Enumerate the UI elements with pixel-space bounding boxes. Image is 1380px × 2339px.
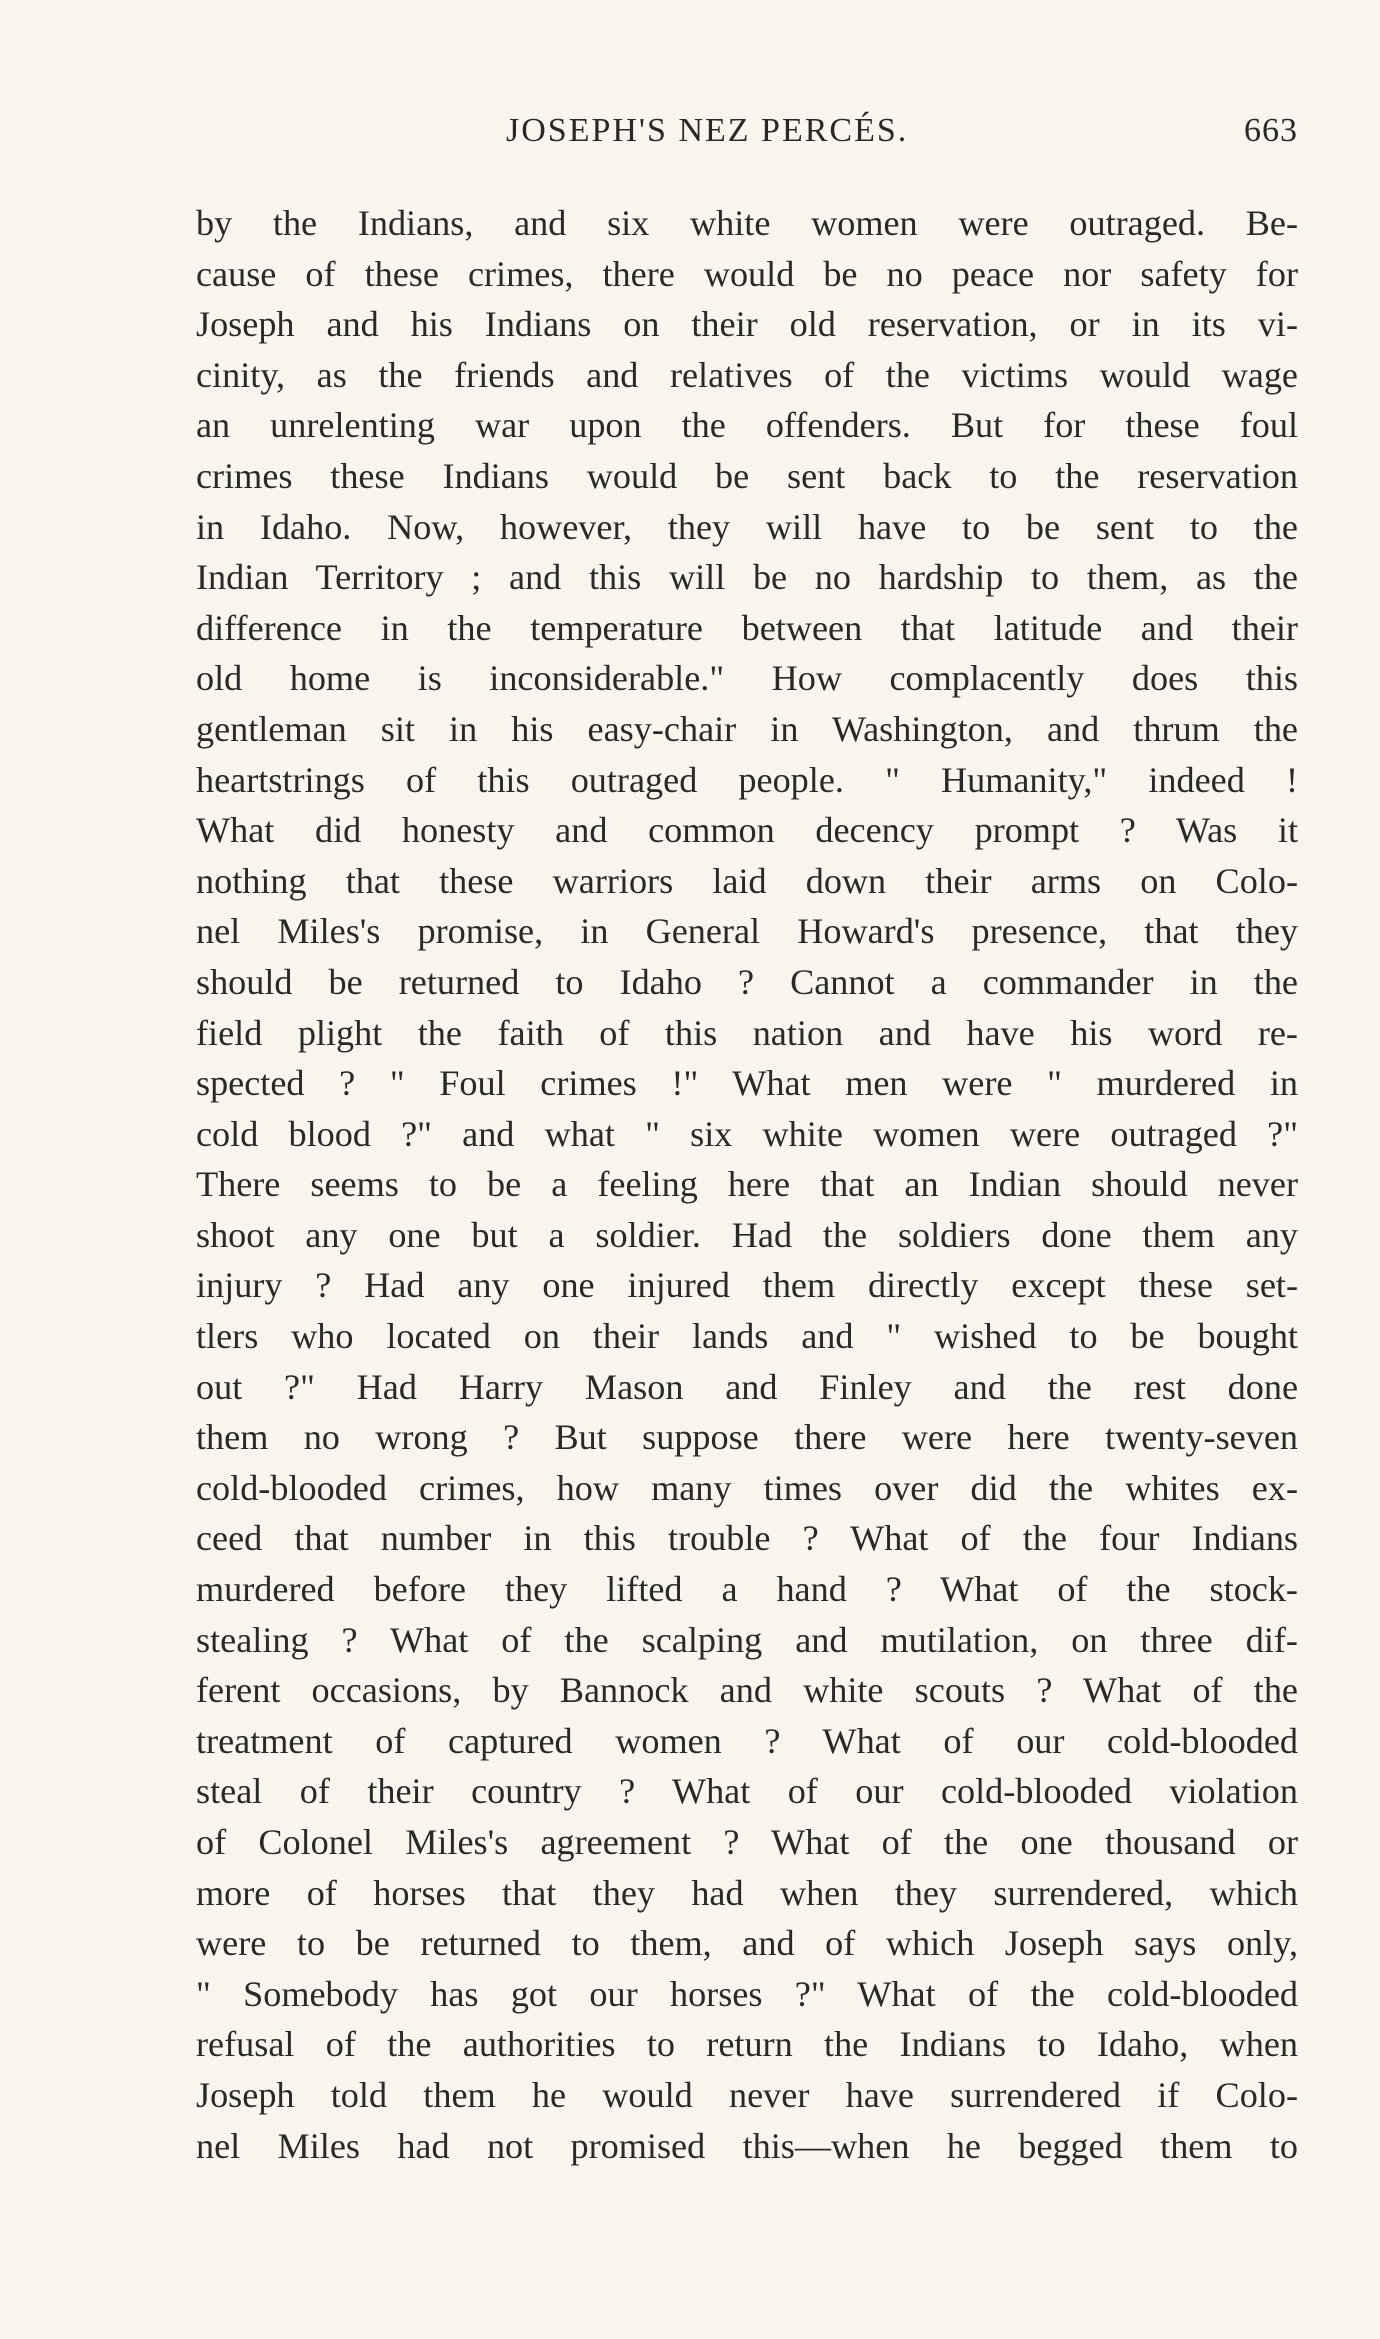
text-line: tlers who located on their lands and " wished to be bought: [196, 1316, 1298, 1357]
text-line: nel Miles had not promised this—when he begged them to: [196, 2125, 1298, 2166]
text-line: " Somebody has got our horses ?" What of the cold-blooded: [196, 1973, 1298, 2014]
text-line: ceed that number in this trouble ? What of the four Indians: [196, 1518, 1298, 1559]
text-line: of Colonel Miles's agreement ? What of the one thousand or: [196, 1822, 1298, 1862]
page-header: [196, 112, 1298, 162]
text-line: an unrelenting war upon the offenders. But for these foul: [196, 405, 1298, 446]
text-line: nothing that these warriors laid down their arms on Colo-: [196, 860, 1298, 901]
text-line: cause of these crimes, there would be no peace nor safety for: [196, 253, 1298, 294]
text-line: were to be returned to them, and of which Joseph says only,: [196, 1923, 1298, 1964]
text-line: should be returned to Idaho ? Cannot a commander in the: [196, 961, 1298, 1002]
text-line: out ?" Had Harry Mason and Finley and the rest done: [196, 1366, 1298, 1407]
running-head: JOSEPH'S NEZ PERCÉS.: [506, 112, 909, 149]
text-line: cold blood ?" and what " six white women were outraged ?": [196, 1113, 1298, 1154]
text-line: There seems to be a feeling here that an Indian should never: [196, 1164, 1298, 1205]
text-line: shoot any one but a soldier. Had the soldiers done them any: [196, 1214, 1298, 1255]
text-line: nel Miles's promise, in General Howard's presence, that they: [196, 911, 1298, 952]
text-line: in Idaho. Now, however, they will have to be sent to the: [196, 506, 1298, 547]
text-line: difference in the temperature between that latitude and their: [196, 607, 1298, 648]
text-line: ferent occasions, by Bannock and white scouts ? What of the: [196, 1670, 1298, 1711]
text-line: refusal of the authorities to return the Indians to Idaho, when: [196, 2024, 1298, 2065]
page-number: 663: [1244, 112, 1298, 149]
text-line: steal of their country ? What of our cold-blooded violation: [196, 1771, 1298, 1812]
text-line: gentleman sit in his easy-chair in Washington, and thrum the: [196, 708, 1298, 749]
text-line: heartstrings of this outraged people. " Humanity," indeed !: [196, 759, 1298, 800]
text-line: Indian Territory ; and this will be no hardship to them, as the: [196, 557, 1298, 598]
text-line: by the Indians, and six white women were outraged. Be-: [196, 203, 1298, 243]
text-line: treatment of captured women ? What of our cold-blooded: [196, 1720, 1298, 1761]
text-line: them no wrong ? But suppose there were here twenty-seven: [196, 1417, 1298, 1458]
text-line: injury ? Had any one injured them directly except these set-: [196, 1265, 1298, 1306]
text-line: What did honesty and common decency prompt ? Was it: [196, 810, 1298, 851]
text-line: old home is inconsiderable." How complacently does this: [196, 658, 1298, 699]
text-line: spected ? " Foul crimes !" What men were " murdered in: [196, 1063, 1298, 1104]
body-text: [196, 198, 1298, 2171]
text-line: stealing ? What of the scalping and mutilation, on three dif-: [196, 1619, 1298, 1660]
text-line: more of horses that they had when they surrendered, which: [196, 1872, 1298, 1913]
text-line: murdered before they lifted a hand ? What of the stock-: [196, 1569, 1298, 1610]
text-line: Joseph and his Indians on their old reservation, or in its vi-: [196, 304, 1298, 345]
text-line: crimes these Indians would be sent back to the reservation: [196, 455, 1298, 496]
text-line: cinity, as the friends and relatives of the victims would wage: [196, 354, 1298, 395]
text-line: cold-blooded crimes, how many times over did the whites ex-: [196, 1467, 1298, 1508]
text-line: field plight the faith of this nation and have his word re-: [196, 1012, 1298, 1053]
text-line: Joseph told them he would never have surrendered if Colo-: [196, 2074, 1298, 2115]
